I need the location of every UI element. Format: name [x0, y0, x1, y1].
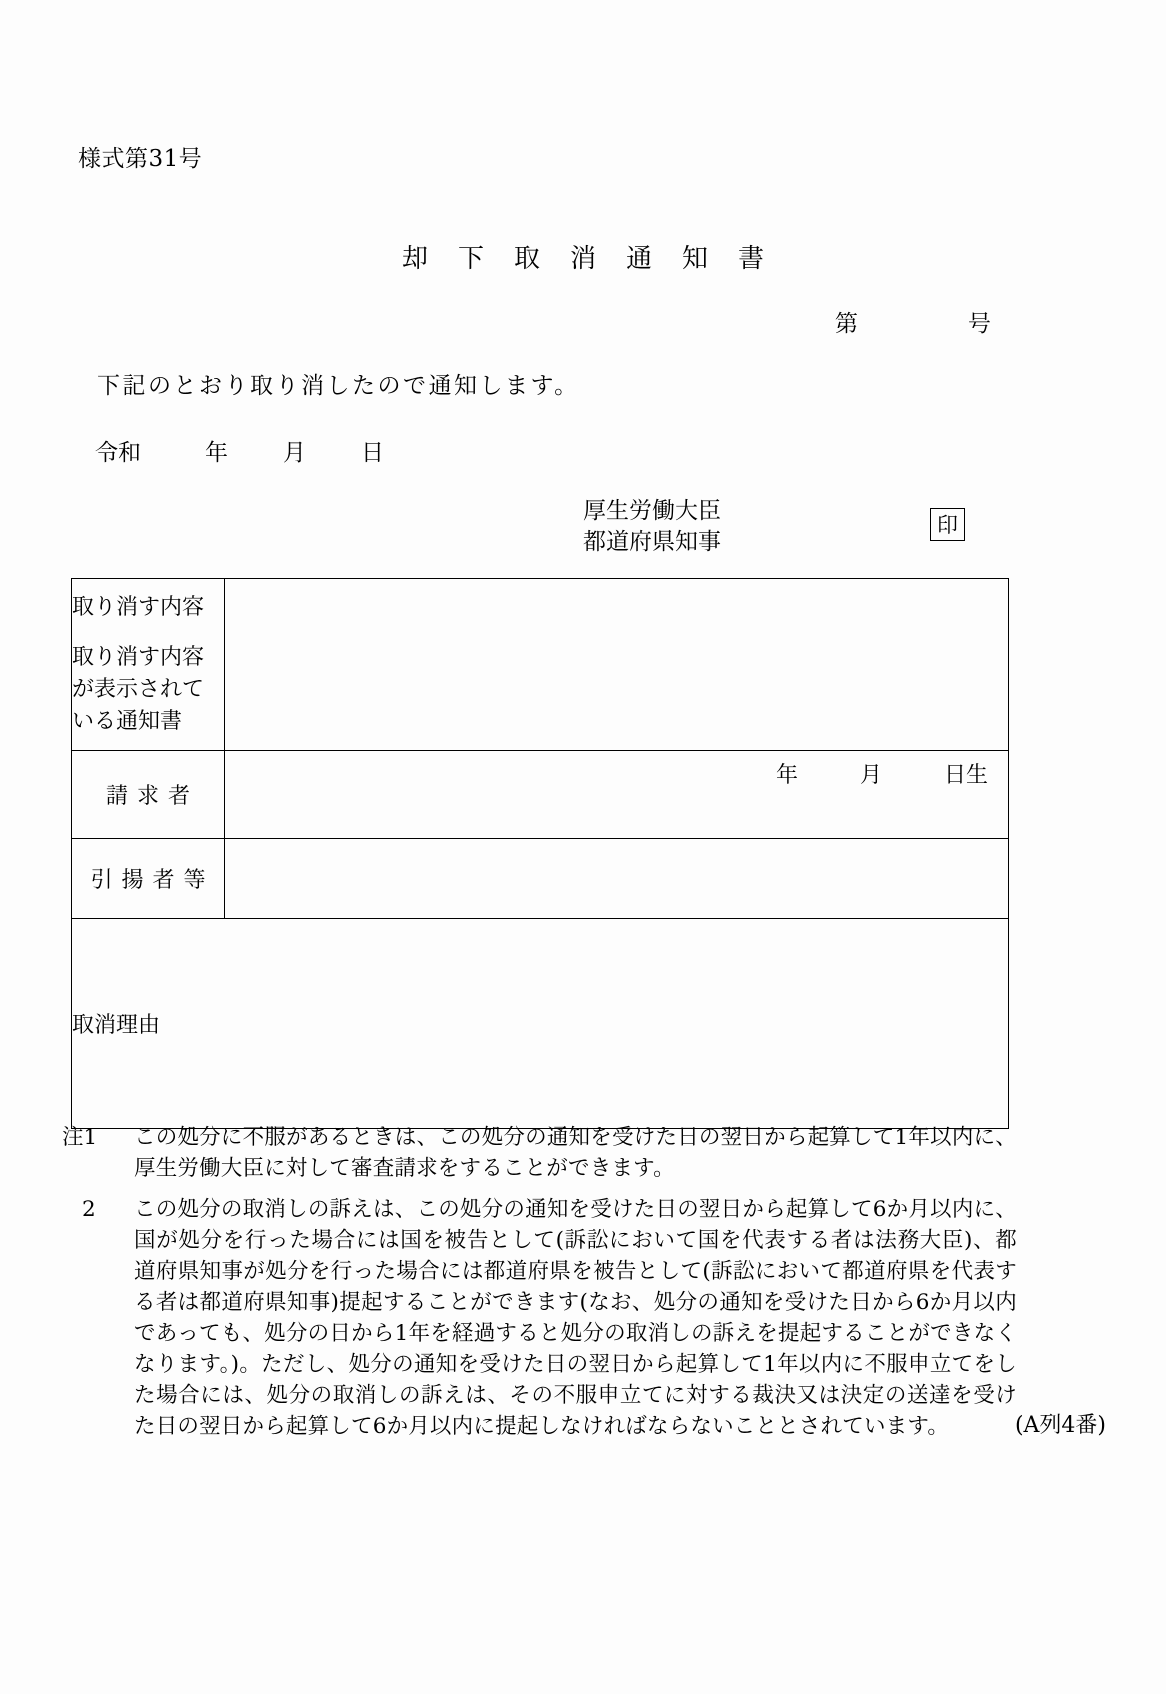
date-line — [95, 434, 384, 467]
note-text: この処分の取消しの訴えは、この処分の通知を受けた日の翌日から起算して6か月以内に、国が処分を行った場合には国を被告として(訴訟において国を代表する者は法務大臣)、都道府県知事が処分を行った場合には都道府県を被告として(訴訟において都道府県を代表する者は都道府県知事)提起することができます(なお、処分の通知を受けた日から6か月以内であっても、処分の日から1年を経過すると処分の取消しの訴えを提起することができなくなります。)。ただし、処分の通知を受けた日の翌日から起算して1年以内に不服申立てをした場合には、処分の取消しの訴えは、その不服申立てに対する裁決又は決定の送達を受けた日の翌日から起算して6か月以内に提起しなければならないこととされています。 — [134, 1197, 1017, 1439]
cancel-content-label-line3: が表示されて — [72, 676, 205, 702]
number-prefix-label: 第 — [835, 311, 858, 337]
number-suffix-label: 号 — [968, 311, 991, 337]
table-row — [72, 919, 1009, 1129]
table-row — [72, 579, 1009, 751]
row-label-repatriate: 引揚者等 — [72, 839, 225, 919]
table-row — [72, 839, 1009, 919]
document-number-line — [0, 305, 991, 338]
row-value-claimant[interactable] — [225, 751, 1009, 839]
page-title: 却下取消通知書 — [401, 244, 794, 274]
row-label-cancel-content — [72, 579, 225, 751]
note-marker: 2 — [82, 1197, 96, 1222]
lead-statement: 下記のとおり取り消したので通知します。 — [97, 373, 580, 399]
row-label-claimant: 請求者 — [72, 751, 225, 839]
row-value-repatriate[interactable] — [225, 839, 1009, 919]
birth-month-label: 月 — [859, 762, 882, 788]
cancel-content-label-line2: 取り消す内容 — [72, 644, 205, 670]
cancel-content-label-line1: 取り消す内容 — [72, 594, 205, 620]
note-item — [62, 1194, 1017, 1442]
footer-notes — [62, 1122, 1017, 1444]
cancel-content-label-line4: いる通知書 — [72, 708, 183, 734]
note-marker: 注1 — [62, 1125, 98, 1150]
seal-stamp-box: 印 — [930, 508, 965, 541]
month-label: 月 — [283, 440, 306, 466]
year-label: 年 — [205, 440, 228, 466]
form-number: 様式第31号 — [78, 146, 203, 172]
birth-year-label: 年 — [775, 762, 798, 788]
table-row — [72, 751, 1009, 839]
issuer-signature-block — [583, 496, 721, 558]
form-table — [71, 578, 1009, 1129]
row-label-cancel-reason[interactable]: 取消理由 — [72, 919, 1009, 1129]
birth-date-line — [776, 758, 988, 789]
day-label: 日 — [361, 440, 384, 466]
paper-size-note: (A列4番) — [1014, 1413, 1106, 1438]
birth-day-label: 日生 — [943, 762, 988, 788]
note-text: この処分に不服があるときは、この処分の通知を受けた日の翌日から起算して1年以内に、厚生労働大臣に対して審査請求をすることができます。 — [134, 1125, 1017, 1181]
note-item — [62, 1122, 1017, 1184]
issuer-minister: 厚生労働大臣 — [583, 498, 721, 524]
era-label: 令和 — [95, 440, 141, 466]
row-value-cancel-content[interactable] — [225, 579, 1009, 751]
issuer-governor: 都道府県知事 — [583, 529, 721, 555]
